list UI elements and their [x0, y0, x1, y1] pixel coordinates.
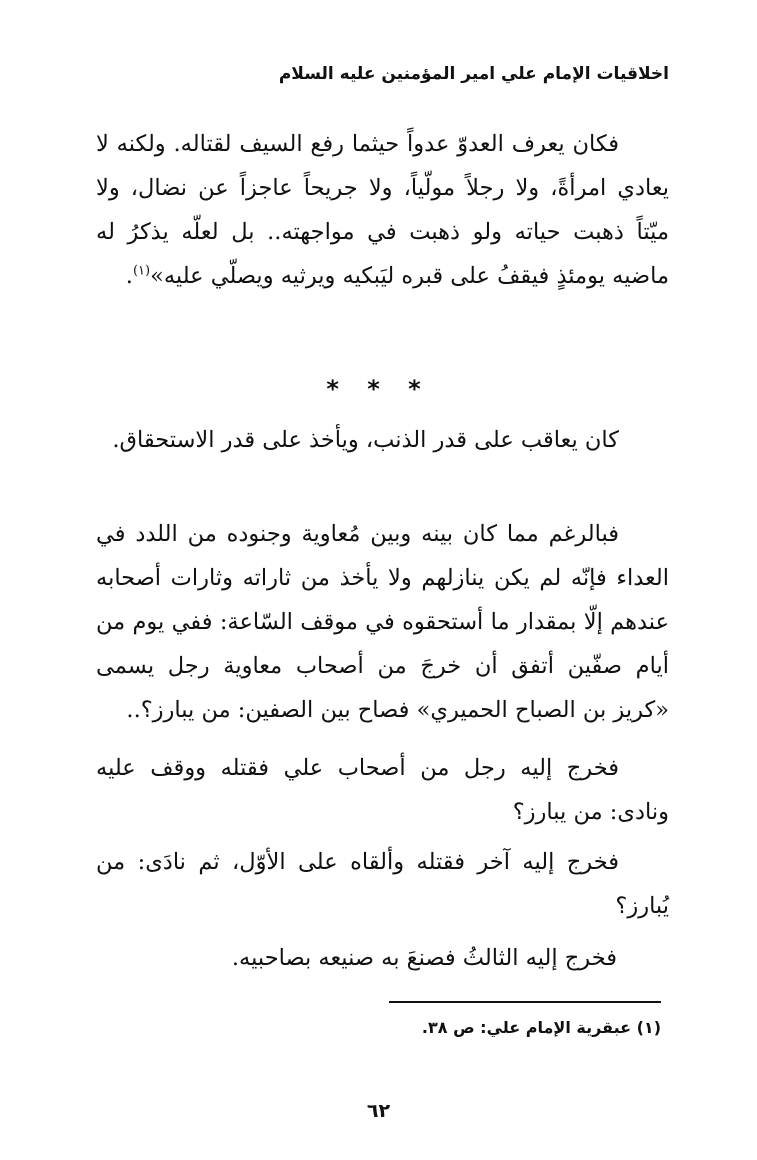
footnote-rule [389, 1001, 661, 1003]
section-separator: * * * [326, 375, 431, 403]
paragraph-2: كان يعاقب على قدر الذنب، ويأخذ على قدر الاستحقاق. [112, 427, 619, 453]
paragraph-1-period: . [125, 263, 133, 289]
footnote-reference[interactable]: (١) [132, 263, 151, 279]
page-number: ٦٢ [366, 1100, 391, 1122]
paragraph-6: فخرج إليه الثالثُ فصنعَ به صنيعه بصاحبيه. [231, 945, 617, 971]
running-title: اخلاقيات الإمام علي امير المؤمنين عليه السلام [278, 64, 669, 84]
paragraph-3: فبالرغم مما كان بينه وبين مُعاوية وجنوده من اللدد في العداء فإنّه لم يكن ينازلهم ولا يأخذ من ثاراته وثارات أصحابه عندهم إلّا بمقدار ما أستحقوه في موقف السّاعة: ففي يوم من أيام صفّين أتفق أن خرجَ من أصحاب معاوية رجل يسمى «كريز بن الصباح الحميري» فصاح بين الصفين: من يبارز؟.. [96, 521, 669, 723]
footnote-1: (١) عبقرية الإمام علي: ص ٣٨. [421, 1018, 661, 1037]
paragraph-1-text: فكان يعرف العدوّ عدواً حيثما رفع السيف لقتاله. ولكنه لا يعادي امرأةً، ولا رجلاً مولّياً، ولا جريحاً عاجزاً عن نضال، ولا ميّتاً ذهبت حياته ولو ذهبت في مواجهته.. بل لعلّه يذكرُ له ماضيه يومئذٍ فيقفُ على قبره ليَبكيه ويرثيه ويصلّي عليه» [96, 131, 669, 289]
paragraph-5: فخرج إليه آخر فقتله وألقاه على الأوّل، ثم نادَى: من يُبارز؟ [96, 849, 669, 919]
paragraph-4: فخرج إليه رجل من أصحاب علي فقتله ووقف عليه ونادى: من يبارز؟ [96, 755, 669, 825]
paragraph-1 [96, 122, 669, 298]
header-rule [98, 100, 669, 101]
